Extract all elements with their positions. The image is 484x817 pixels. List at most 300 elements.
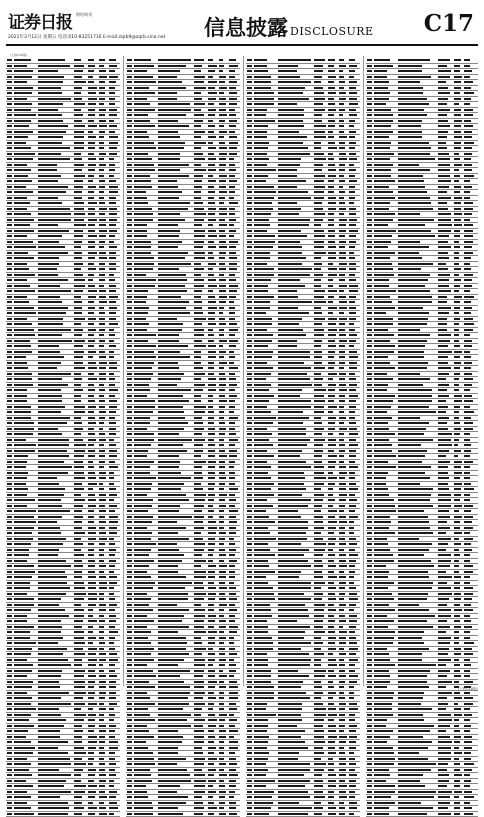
row-number <box>127 180 132 182</box>
row-number <box>127 131 132 133</box>
table-cell <box>38 510 70 512</box>
table-cell <box>88 395 94 397</box>
table-cell <box>464 609 473 611</box>
row-number <box>247 802 252 804</box>
table-cell <box>158 785 180 787</box>
table-cell <box>219 609 224 611</box>
table-cell <box>314 334 324 336</box>
row-number <box>247 373 252 375</box>
row-number <box>247 664 252 666</box>
table-cell <box>38 70 58 72</box>
table-cell <box>219 213 227 215</box>
table-cell <box>278 274 310 276</box>
table-cell <box>349 664 355 666</box>
table-cell <box>88 186 96 188</box>
row-number <box>247 516 252 518</box>
table-cell <box>14 626 34 628</box>
table-cell <box>328 642 335 644</box>
table-cell <box>74 598 84 600</box>
table-cell <box>349 670 355 672</box>
table-cell <box>349 620 357 622</box>
table-cell <box>194 334 204 336</box>
table-cell <box>339 587 345 589</box>
table-cell <box>14 554 29 556</box>
table-cell <box>339 642 346 644</box>
table-cell <box>194 631 206 633</box>
table-cell <box>314 400 325 402</box>
table-cell <box>374 472 388 474</box>
row-number <box>127 620 132 622</box>
table-cell <box>219 802 225 804</box>
table-cell <box>278 318 302 320</box>
table-cell <box>229 593 236 595</box>
table-cell <box>328 384 336 386</box>
table-cell <box>278 554 304 556</box>
row-number <box>127 510 132 512</box>
table-cell <box>99 653 106 655</box>
table-cell <box>219 224 227 226</box>
table-cell <box>438 147 447 149</box>
table-cell <box>14 780 26 782</box>
table-cell <box>194 780 206 782</box>
table-cell <box>254 395 274 397</box>
table-cell <box>38 681 59 683</box>
table-cell <box>438 571 446 573</box>
table-cell <box>314 103 323 105</box>
table-cell <box>229 675 234 677</box>
table-cell <box>219 455 227 457</box>
table-cell <box>208 153 214 155</box>
row-number <box>247 439 252 441</box>
table-cell <box>374 389 387 391</box>
table-cell <box>454 620 460 622</box>
table-cell <box>194 142 206 144</box>
table-cell <box>99 180 105 182</box>
table-cell <box>134 373 153 375</box>
table-cell <box>339 186 343 188</box>
table-cell <box>454 257 459 259</box>
table-cell <box>38 197 58 199</box>
table-cell <box>438 538 451 540</box>
row-number <box>127 241 132 243</box>
row-number <box>7 681 12 683</box>
table-cell <box>158 708 183 710</box>
table-cell <box>158 241 182 243</box>
table-cell <box>254 505 273 507</box>
table-cell <box>254 87 271 89</box>
table-cell <box>349 389 356 391</box>
table-cell <box>99 367 106 369</box>
table-cell <box>38 488 65 490</box>
table-cell <box>374 681 390 683</box>
table-cell <box>278 158 301 160</box>
table-cell <box>398 219 434 221</box>
row-number <box>127 318 132 320</box>
table-cell <box>14 235 27 237</box>
table-cell <box>109 692 116 694</box>
table-cell <box>194 263 201 265</box>
table-cell <box>229 87 236 89</box>
table-cell <box>99 334 104 336</box>
table-cell <box>374 565 386 567</box>
row-number <box>7 202 12 204</box>
row-number <box>247 450 252 452</box>
table-cell <box>454 147 461 149</box>
table-cell <box>314 417 321 419</box>
table-cell <box>194 741 204 743</box>
table-cell <box>74 593 86 595</box>
table-cell <box>349 532 354 534</box>
table-cell <box>158 664 178 666</box>
table-cell <box>454 714 462 716</box>
table-cell <box>38 780 66 782</box>
table-cell <box>194 312 203 314</box>
row-number <box>247 703 252 705</box>
table-cell <box>349 466 358 468</box>
table-cell <box>134 120 150 122</box>
table-cell <box>219 98 226 100</box>
table-cell <box>219 246 227 248</box>
table-cell <box>398 186 425 188</box>
table-cell <box>134 708 148 710</box>
table-cell <box>314 395 324 397</box>
row-number <box>247 235 252 237</box>
table-cell <box>398 802 421 804</box>
table-cell <box>219 780 224 782</box>
table-cell <box>339 675 346 677</box>
row-number <box>127 741 132 743</box>
table-cell <box>339 428 347 430</box>
table-cell <box>349 483 356 485</box>
table-cell <box>229 730 238 732</box>
table-cell <box>454 466 461 468</box>
table-cell <box>374 87 388 89</box>
table-cell <box>134 774 151 776</box>
row-number <box>367 543 372 545</box>
row-number <box>7 703 12 705</box>
table-cell <box>99 752 105 754</box>
table-cell <box>229 516 236 518</box>
table-cell <box>328 125 335 127</box>
table-cell <box>339 527 345 529</box>
table-cell <box>158 488 181 490</box>
table-row <box>6 812 120 817</box>
table-cell <box>38 527 60 529</box>
table-cell <box>74 191 82 193</box>
table-cell <box>74 257 82 259</box>
table-cell <box>454 593 461 595</box>
table-cell <box>278 197 311 199</box>
table-cell <box>349 637 356 639</box>
table-cell <box>208 483 215 485</box>
row-number <box>247 598 252 600</box>
table-cell <box>438 758 451 760</box>
table-cell <box>464 169 472 171</box>
table-cell <box>349 807 357 809</box>
table-cell <box>349 527 354 529</box>
table-cell <box>374 642 393 644</box>
table-cell <box>254 769 268 771</box>
table-cell <box>14 340 30 342</box>
table-cell <box>454 109 461 111</box>
table-cell <box>14 725 34 727</box>
row-number <box>367 362 372 364</box>
table-cell <box>314 186 325 188</box>
table-cell <box>339 180 345 182</box>
table-cell <box>88 114 95 116</box>
table-cell <box>374 450 392 452</box>
table-cell <box>254 76 271 78</box>
table-cell <box>398 373 420 375</box>
table-cell <box>229 213 235 215</box>
table-cell <box>74 455 84 457</box>
table-cell <box>99 510 106 512</box>
table-cell <box>314 92 324 94</box>
table-cell <box>398 620 427 622</box>
table-cell <box>454 488 461 490</box>
table-cell <box>14 246 36 248</box>
table-cell <box>194 186 202 188</box>
table-cell <box>374 527 389 529</box>
table-cell <box>374 92 390 94</box>
table-cell <box>349 373 355 375</box>
row-number <box>247 285 252 287</box>
table-cell <box>74 736 82 738</box>
table-cell <box>208 301 216 303</box>
table-cell <box>314 191 324 193</box>
table-cell <box>278 329 303 331</box>
table-cell <box>314 373 321 375</box>
table-cell <box>278 461 306 463</box>
table-cell <box>314 362 322 364</box>
table-cell <box>438 186 449 188</box>
table-cell <box>109 87 115 89</box>
row-number <box>247 268 252 270</box>
table-cell <box>134 59 151 61</box>
table-cell <box>464 521 472 523</box>
table-cell <box>314 609 324 611</box>
table-cell <box>109 472 114 474</box>
table-cell <box>14 631 30 633</box>
table-cell <box>374 747 393 749</box>
table-cell <box>158 637 186 639</box>
table-cell <box>438 692 452 694</box>
table-cell <box>328 103 335 105</box>
table-cell <box>158 813 183 815</box>
table-cell <box>464 433 470 435</box>
row-number <box>367 774 372 776</box>
row-number <box>247 609 252 611</box>
row-number <box>7 334 12 336</box>
table-cell <box>38 807 69 809</box>
row-number <box>367 356 372 358</box>
table-cell <box>88 318 96 320</box>
table-cell <box>134 422 150 424</box>
row-number <box>247 362 252 364</box>
table-cell <box>254 252 270 254</box>
table-cell <box>219 257 225 259</box>
table-cell <box>14 329 34 331</box>
row-number <box>127 439 132 441</box>
table-cell <box>74 653 85 655</box>
table-cell <box>229 604 235 606</box>
table-cell <box>14 76 32 78</box>
table-cell <box>278 642 311 644</box>
table-cell <box>74 587 85 589</box>
table-cell <box>208 477 215 479</box>
table-cell <box>328 466 335 468</box>
table-cell <box>74 109 81 111</box>
row-number <box>7 774 12 776</box>
table-cell <box>278 505 308 507</box>
table-cell <box>349 301 355 303</box>
row-number <box>127 395 132 397</box>
table-cell <box>219 543 224 545</box>
table-cell <box>328 367 334 369</box>
row-number <box>247 87 252 89</box>
table-cell <box>339 120 344 122</box>
table-cell <box>88 169 95 171</box>
table-cell <box>38 686 60 688</box>
table-cell <box>99 378 106 380</box>
table-cell <box>398 499 430 501</box>
table-cell <box>229 411 234 413</box>
table-cell <box>398 521 429 523</box>
table-cell <box>374 763 394 765</box>
table-cell <box>38 164 57 166</box>
table-cell <box>438 180 451 182</box>
table-cell <box>349 114 357 116</box>
table-cell <box>99 417 105 419</box>
table-cell <box>438 813 451 815</box>
table-cell <box>339 202 345 204</box>
table-cell <box>88 312 94 314</box>
row-number <box>247 334 252 336</box>
table-cell <box>14 598 34 600</box>
table-cell <box>454 521 460 523</box>
table-cell <box>374 103 386 105</box>
table-cell <box>464 235 473 237</box>
table-cell <box>194 593 206 595</box>
row-number <box>127 774 132 776</box>
table-cell <box>74 686 85 688</box>
table-cell <box>134 730 149 732</box>
table-cell <box>398 791 436 793</box>
table-cell <box>134 791 147 793</box>
table-cell <box>229 290 237 292</box>
table-cell <box>99 131 105 133</box>
row-number <box>127 631 132 633</box>
table-cell <box>398 774 423 776</box>
table-cell <box>194 703 205 705</box>
row-number <box>247 758 252 760</box>
table-cell <box>454 543 461 545</box>
table-cell <box>328 532 334 534</box>
table-cell <box>14 125 29 127</box>
table-cell <box>314 345 321 347</box>
table-cell <box>328 565 336 567</box>
row-number <box>7 796 12 798</box>
table-cell <box>38 670 62 672</box>
table-cell <box>134 268 153 270</box>
table-cell <box>74 279 85 281</box>
table-cell <box>208 510 214 512</box>
table-cell <box>158 571 178 573</box>
table-cell <box>374 813 389 815</box>
row-number <box>7 219 12 221</box>
table-cell <box>339 538 345 540</box>
table-cell <box>349 494 355 496</box>
table-cell <box>254 604 270 606</box>
row-number <box>127 543 132 545</box>
table-cell <box>229 510 238 512</box>
table-cell <box>219 747 224 749</box>
table-cell <box>349 769 355 771</box>
table-cell <box>438 246 451 248</box>
table-cell <box>194 582 203 584</box>
table-cell <box>99 164 106 166</box>
table-cell <box>398 131 422 133</box>
table-cell <box>398 433 424 435</box>
table-cell <box>229 499 236 501</box>
table-cell <box>99 763 105 765</box>
row-number <box>247 318 252 320</box>
table-cell <box>158 648 186 650</box>
table-cell <box>254 439 269 441</box>
table-cell <box>464 549 472 551</box>
table-cell <box>254 362 267 364</box>
table-cell <box>74 494 81 496</box>
table-cell <box>109 780 114 782</box>
row-number <box>127 571 132 573</box>
table-cell <box>438 510 449 512</box>
table-cell <box>374 301 392 303</box>
table-cell <box>219 345 223 347</box>
table-cell <box>99 791 105 793</box>
row-number <box>127 202 132 204</box>
table-cell <box>278 439 310 441</box>
table-cell <box>398 252 419 254</box>
table-cell <box>158 197 179 199</box>
table-cell <box>278 87 305 89</box>
table-cell <box>74 433 81 435</box>
table-cell <box>278 301 312 303</box>
table-cell <box>229 692 238 694</box>
table-cell <box>74 428 83 430</box>
table-cell <box>438 65 447 67</box>
table-cell <box>194 587 204 589</box>
row-number <box>367 549 372 551</box>
table-cell <box>314 433 322 435</box>
table-cell <box>339 131 344 133</box>
table-cell <box>438 670 450 672</box>
table-cell <box>349 109 356 111</box>
row-number <box>367 378 372 380</box>
table-cell <box>438 472 448 474</box>
table-cell <box>74 180 83 182</box>
row-number <box>127 301 132 303</box>
row-number <box>127 499 132 501</box>
table-cell <box>74 664 82 666</box>
table-cell <box>88 323 94 325</box>
table-cell <box>278 131 299 133</box>
table-cell <box>194 76 205 78</box>
table-cell <box>254 598 275 600</box>
table-cell <box>229 120 237 122</box>
table-cell <box>229 428 235 430</box>
table-cell <box>254 532 270 534</box>
table-cell <box>219 686 226 688</box>
